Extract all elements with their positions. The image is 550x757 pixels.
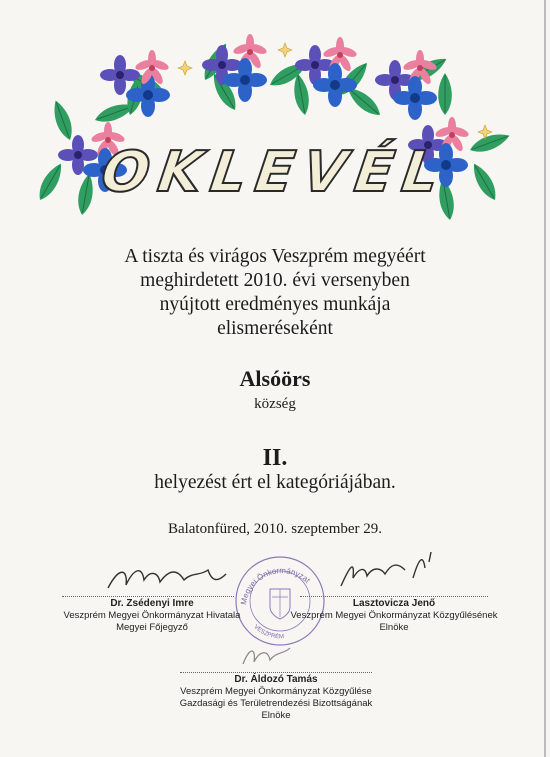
placement-rank: II.	[262, 445, 288, 471]
intro-line: meghirdetett 2010. évi versenyben	[140, 270, 410, 291]
certificate-title: OKLEVÉL	[97, 140, 453, 205]
flower-garland-decoration	[0, 0, 550, 250]
signatory-2	[284, 598, 504, 634]
signatory-role: Megyei Főjegyző	[116, 622, 188, 633]
signature-line-left	[62, 596, 234, 597]
svg-text:VESZPRÉM	[253, 624, 285, 640]
signature-line-right	[300, 596, 488, 597]
placement-text: helyezést ért el kategóriájában.	[154, 472, 396, 493]
signatory-name: Dr. Zsédenyi Imre	[110, 598, 194, 609]
intro-line: nyújtott eredményes munkája	[159, 294, 391, 315]
signatory-role: Gazdasági és Területrendezési Bizottságának	[179, 698, 373, 709]
signatory-3	[160, 674, 392, 722]
stamp-text: Megyei Önkormányzat	[238, 565, 312, 606]
signature-scribble-right	[335, 548, 445, 593]
signatory-role: Elnöke	[379, 622, 409, 633]
signatory-name: Lasztovicza Jenő	[352, 598, 436, 609]
recipient-name: Alsóörs	[239, 366, 311, 391]
signature-line-bottom	[180, 672, 372, 673]
intro-text	[0, 245, 550, 341]
place-date: Balatonfüred, 2010. szeptember 29.	[167, 521, 383, 537]
signature-scribble-left	[100, 560, 240, 600]
signatory-name: Dr. Áldozó Tamás	[234, 674, 318, 685]
signatory-role: Elnöke	[261, 710, 291, 721]
recipient-type: község	[254, 396, 296, 412]
intro-line: elismeréseként	[217, 318, 333, 339]
signatory-1	[52, 598, 252, 634]
stamp-bottom-text: VESZPRÉM	[252, 624, 285, 641]
signatory-role: Veszprém Megyei Önkormányzat Közgyűlése	[180, 686, 372, 697]
signatory-role: Veszprém Megyei Önkormányzat Hivatala	[63, 610, 241, 621]
signatory-role: Veszprém Megyei Önkormányzat Közgyűlésének	[290, 610, 498, 621]
intro-line: A tiszta és virágos Veszprém megyéért	[124, 246, 426, 267]
